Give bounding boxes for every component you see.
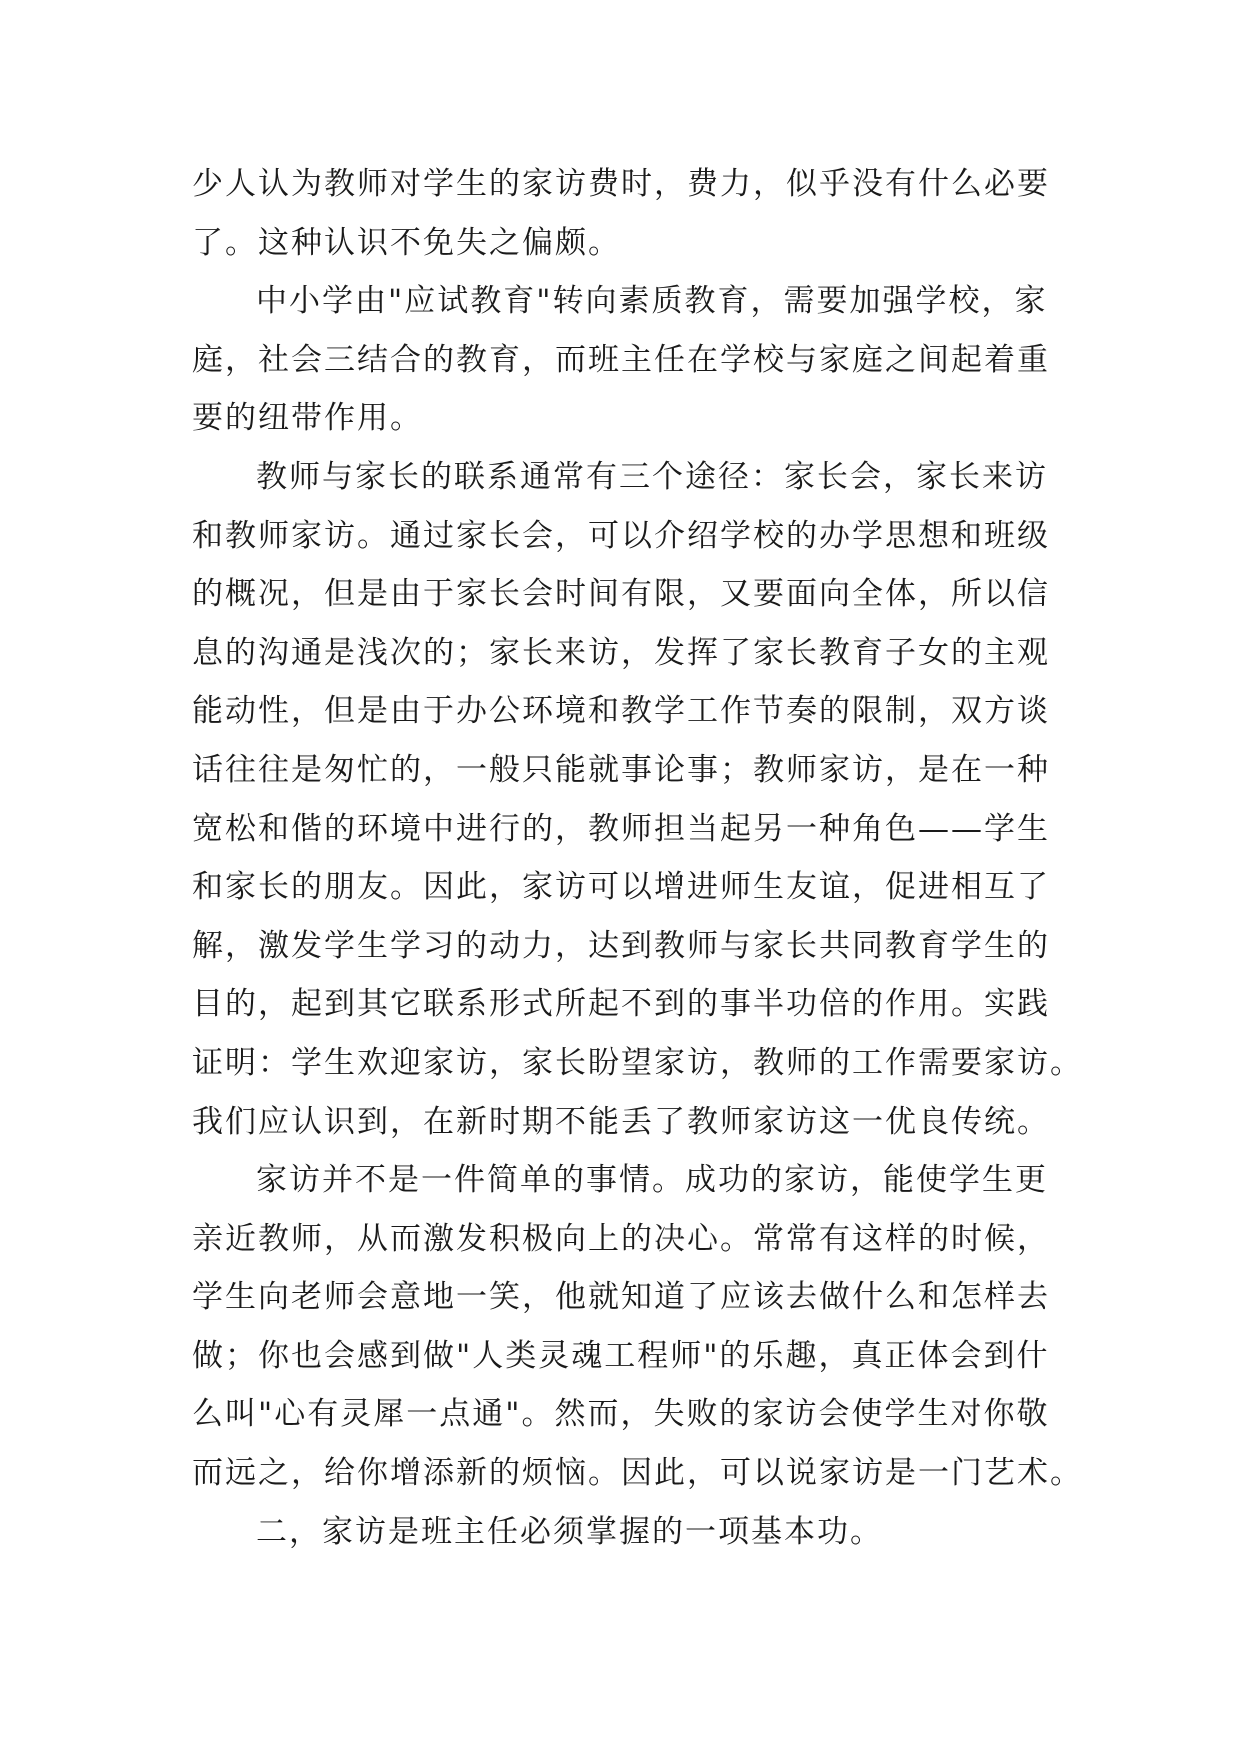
text-line: 亲近教师，从而激发积极向上的决心。常常有这样的时候，: [192, 1220, 1050, 1257]
text-line: 和教师家访。通过家长会，可以介绍学校的办学思想和班级: [192, 517, 1050, 554]
text-line: 么叫"心有灵犀一点通"。然而，失败的家访会使学生对你敬: [192, 1396, 1050, 1433]
text-line: 宽松和偕的环境中进行的，教师担当起另一种角色——学生: [192, 810, 1050, 847]
text-line: 和家长的朋友。因此，家访可以增进师生友谊，促进相互了: [192, 869, 1050, 906]
text-line: 庭，社会三结合的教育，而班主任在学校与家庭之间起着重: [192, 341, 1050, 378]
text-line: 目的，起到其它联系形式所起不到的事半功倍的作用。实践: [192, 986, 1050, 1023]
text-line: 证明：学生欢迎家访，家长盼望家访，教师的工作需要家访。: [192, 1044, 1083, 1081]
text-line: 少人认为教师对学生的家访费时，费力，似乎没有什么必要: [192, 166, 1050, 202]
section-heading: 二，家访是班主任必须掌握的一项基本功。: [256, 1513, 883, 1550]
text-line: 能动性，但是由于办公环境和教学工作节奏的限制，双方谈: [192, 693, 1050, 730]
text-line: 息的沟通是浅次的；家长来访，发挥了家长教育子女的主观: [192, 634, 1050, 671]
document-body: [192, 155, 1083, 1561]
text-line: 解，激发学生学习的动力，达到教师与家长共同教育学生的: [192, 927, 1050, 964]
text-line: 的概况，但是由于家长会时间有限，又要面向全体，所以信: [192, 576, 1050, 613]
text-line: 我们应认识到，在新时期不能丢了教师家访这一优良传统。: [192, 1103, 1050, 1140]
text-line: 而远之，给你增添新的烦恼。因此，可以说家访是一门艺术。: [192, 1455, 1083, 1492]
paragraph-first-line: 教师与家长的联系通常有三个途径：家长会，家长来访: [256, 458, 1048, 495]
text-line: 做；你也会感到做"人类灵魂工程师"的乐趣，真正体会到什: [192, 1337, 1050, 1374]
text-line: 了。这种认识不免失之偏颇。: [192, 224, 621, 261]
text-line: 要的纽带作用。: [192, 400, 423, 437]
text-line: 学生向老师会意地一笑，他就知道了应该去做什么和怎样去: [192, 1279, 1050, 1316]
text-line: 话往往是匆忙的，一般只能就事论事；教师家访，是在一种: [192, 751, 1050, 788]
paragraph-first-line: 家访并不是一件简单的事情。成功的家访，能使学生更: [256, 1162, 1048, 1199]
paragraph-first-line: 中小学由"应试教育"转向素质教育，需要加强学校，家: [256, 283, 1048, 320]
